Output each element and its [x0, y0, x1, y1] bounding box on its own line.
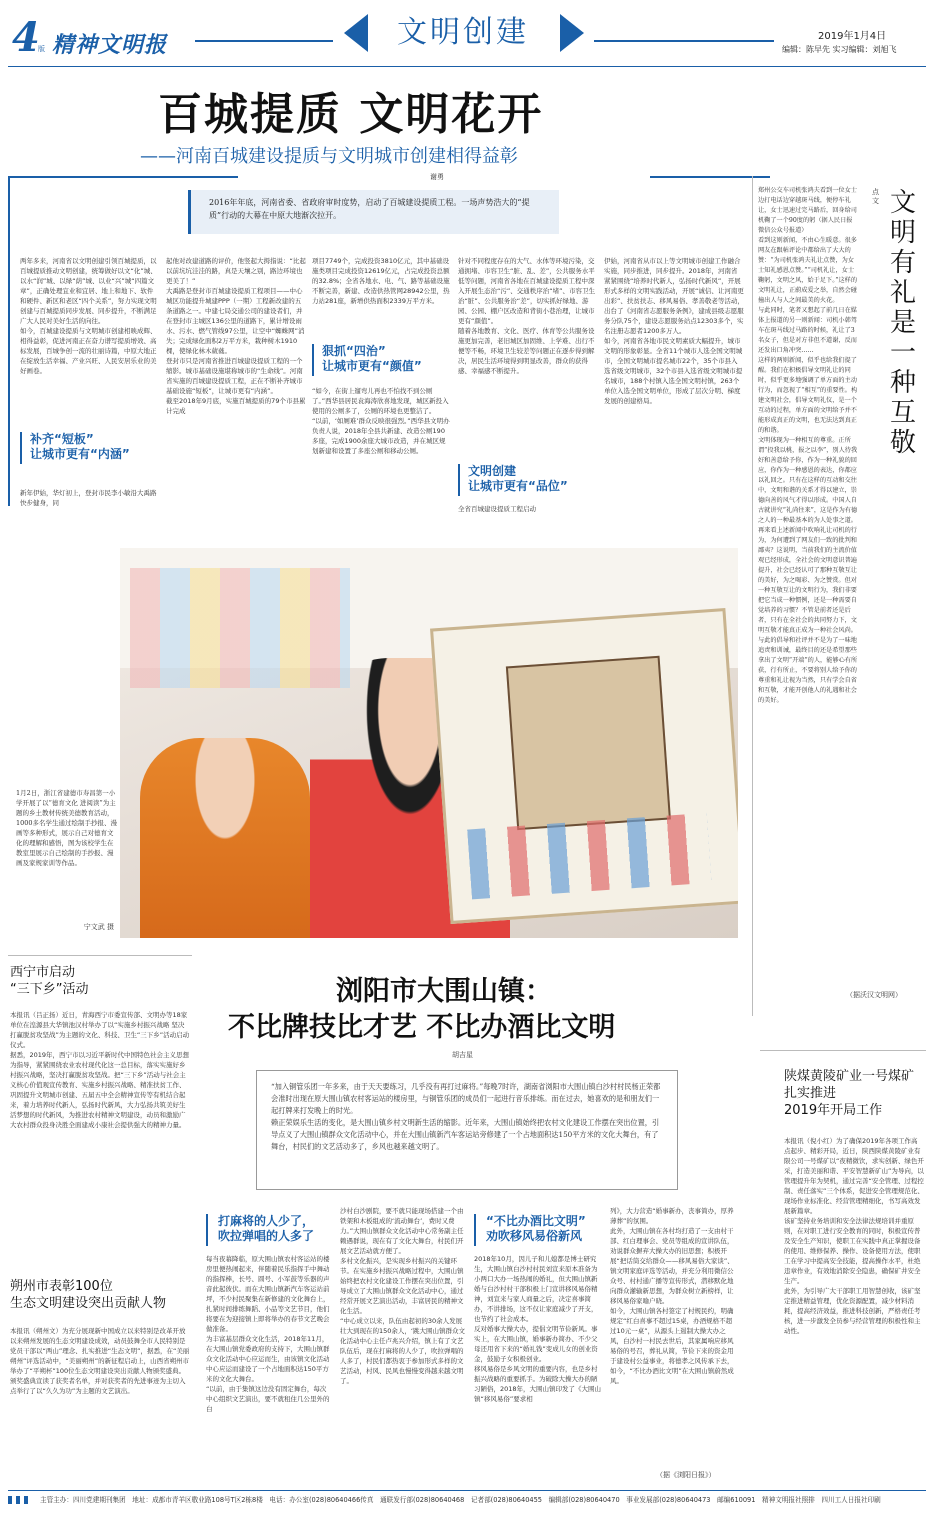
- brief-shuozhou-text: 本报讯（朔州文）为充分展现新中国成立以来特别是改革开放以来朔州发展的生态文明建设成效，动员鼓舞全市人民特别是党员干部以“两山”理念、扎实推进“生态文明”，据悉，在“美丽朔州”评选活动中，“美丽朔州”的新征程启动上，山西省朔州市举办了“平朔杯”100位生态文明建设突出贡献人物颁奖盛典。 颁奖盛典宣读了获奖者名单，并对获奖者的先进事迹为主切入点举行了以“久久为功”为主题的文艺演出。: [10, 1327, 190, 1395]
- lead-col4-subhead-box: [458, 462, 596, 500]
- feature-col1-text: 每当夜幕降临，原大围山镇农村客运站的楼房里便热闹起来，伴随着民乐指挥手中舞动的指挥棒，长号、圆号、小军鼓等乐器的声音此起彼伏。而在大围山镇新汽车客运站前坪，不少村民聚集在新修建的文化舞台上，扎紧时间排练舞蹈、小品等文艺节目，他们将要在为迎接镇上即将举办的春节文艺晚会做准备。 为丰富基层群众文化生活，2018年11月，在大围山镇党委政府的支持下，大围山镇群众文化活动中心应运而生，由该镇文化活动中心应运而建设了一个占地面积达150平方米的文化大舞台。 “以前，由于集镇这边没有固定舞台，每次中心组织文艺演出，要不就租住几公里外的白: [206, 1255, 330, 1413]
- subhead-bar: [20, 432, 22, 464]
- photo-wall-drawings: [130, 568, 350, 688]
- left-arrow-ornament: [340, 12, 370, 54]
- essay-divider: [752, 176, 753, 1016]
- feature-sub1-box: [206, 1212, 340, 1250]
- right-brief-divider: [760, 1050, 926, 1051]
- masthead-rule: [8, 66, 926, 67]
- subhead-bar: [206, 1214, 208, 1246]
- lead-col3-text: 项目7749个，完成投资3810亿元，其中基础设施类项目完成投资12619亿元，占完成投资总额的32.8%；全省各地水、电、气、路等基础设施不断完善，新建、改造供热管网28942公里，热力站281座，新增供热面积2339万平方米。: [312, 257, 450, 305]
- feature-intro-frame: [256, 1070, 678, 1190]
- subhead-bar: [474, 1214, 476, 1246]
- page-number: 4: [12, 14, 40, 61]
- masthead: [0, 0, 934, 70]
- lead-col1-text: 两年多来，河南省以文明创建引领百城提质，以百城提质推动文明创建，统筹做好以文“化”城、以水“润”城、以绿“荫”城、以业“兴”城“四篇文章”，正确处理宜业和宜居、地上和地下、软件和硬件、新区和老区“四个关系”，努力实现文明创建与百城提质同步发展、同步提升，不断满足广大人民对美好生活的向往。 如今，百城建设提质与文明城市创建相映成辉、相得益彰，促进河南正在奋力谱写提质增效、高标发展，百城争创一流的壮丽诗篇，中原大地正在绽放生活幸福、产业兴旺、人民安居乐业的美好画卷。: [20, 257, 157, 375]
- footer-rule: [8, 1490, 926, 1491]
- feature-col2-text: 沙村白沙剧院，要不就只能现场搭建一个由铁架和木板组成的‘流动舞台’，费时又费力。”大围山镇群众文化活动中心常务副主任赖遇群说，现在有了文化大舞台，村民们开展文艺活动就方便了。 多村文化振兴，是实现乡村振兴的关键环节。在实施乡村振兴战略过程中，大围山镇始终把农村文化建设工作摆在突出位置，引导成立了大围山镇群众文化活动中心，通过经常开展文艺演出活动，丰富居民的精神文化生活。 “中心成立以来，队伍由起初的30余人发展壮大到现在的150余人，‘跳大围山镇群众文化活动中心主任卢兆兴介绍，镇上有了文艺队伍后，现在打麻将的人少了，吹拉弹唱的人多了，村民们都热衷于参加形式多样的文艺活动，村风、民风也慢慢变得越来越文明了。: [340, 1207, 465, 1385]
- lead-col4-text2: 全省百城建设提质工程启动: [458, 505, 536, 513]
- feature-col3-text: 2018年10月，因儿子和儿媳都是博士研究生，大围山镇白沙村村民刘宣来原本准备为小两口大办一场热闹的婚礼，但大围山镇新婚与白沙村村干部积极上门宣讲移风易俗精神，刘宣来与家人商量之后，决定喜事简办，不讲排场，这不仅让家庭减少了开支，也节约了社会成本。 反对婚事大操大办，提倡文明节俭新风。事实上，在大围山镇，婚事新办简办、不少父母还用省下来的“婚礼钱”变成儿女的创业资金，鼓励子女积极创业。 移风易俗是乡风文明的重要内容，也是乡村振兴战略的重要抓手。为破除大操大办的陋习陋俗，2018年，大围山镇印发了《大围山镇“移风易俗”要求相: [474, 1255, 602, 1403]
- masthead-line-right: [594, 40, 774, 42]
- photo-drawing-figures: [467, 813, 711, 900]
- news-photo: [120, 548, 738, 938]
- feature-sub1: 打麻将的人少了， 吹拉弹唱的人多了: [218, 1214, 315, 1243]
- photo-drawing-paper: [430, 608, 738, 924]
- lead-col3-text2: “如今，在街上遛弯儿再也不怕找不到公厕了。”西华县居民袁海涛欣喜地发现，城区新投入使用的公厕多了，公厕的环境也更整洁了。 “以前，‘如厕难’群众反映很强烈。”西华县文明办负责人说，2018年全县共新建、改造公厕190多座，完成1900余座大城市改造，并在城区规划新建和设置了多座公厕和移动公厕。: [312, 387, 450, 455]
- lead-col4-text: 针对不同程度存在的大气、水体等环境污染，交通拥堵、市容卫生“脏、乱、差”，公共服务水平低等问题，河南省各地在百城建设提质工程中深入开展生态治“污”、交通秩序治“堵”、市容卫生治“脏”、公共服务治“差”，切实抓好绿地、游园、公园、棚户区改造和背街小巷治理，让城市更有“颜值”。 随着各地教育、文化、医疗、体育等公共服务设施更加完善，老旧城区加固维、上学难、出行不便等不畅，环境卫生较差等问题正在逐步得到解决，居民生活环境得到明显改善，群众的获得感、幸福感不断提升。: [458, 257, 595, 375]
- feature-col4-text: 列》，大力营造“婚事新办，丧事简办，厚养薄葬”的氛围。 此外，大围山镇在各村均打造了一支由村干部、红白理事会、党员等组成的宣讲队伍，劝说群众摒弃大操大办的旧思想；积极开展“把话筒交给群众——移风易俗大家谈”、镇文明家庭评选等活动，并充分利用微信公众号、村村通广播等宣传形式，潜移默化地向群众灌输新思想，为群众树立新榜样，让移风易俗家喻户晓。 如今，大围山镇各村签定了村规民约，明确规定“红白喜事不超过15桌，办酒规格不超过10元一桌”，从源头上遏制大操大办之风，白沙村一村民去世后，其家属响应移风易俗的号召，葬礼从简，节俭下来的资金用于建设村公益事业，将德孝之风传承下去，如今，“不比办酒比文明”在大围山镇蔚然成风。: [610, 1207, 734, 1385]
- photo-drawing-building: [506, 656, 671, 830]
- subhead-bar: [312, 344, 314, 376]
- subhead-bar: [458, 464, 460, 496]
- frame-left-line: [8, 176, 10, 506]
- brief-shuozhou-title: 朔州市表彰100位 生态文明建设突出贡献人物: [10, 1279, 167, 1311]
- right-arrow-ornament: [558, 12, 588, 54]
- lead-intro-box: [188, 190, 559, 234]
- section-title: 文明创建: [397, 15, 529, 50]
- essay-source: （据沃汉文明网）: [846, 991, 902, 999]
- editors-line: 编辑：陈早先 实习编辑：刘旭飞: [782, 45, 897, 54]
- feature-intro: “加入铜管乐团一年多来，由于天天要练习，几乎没有再打过麻将。”每晚7时许，湖南省浏阳市大围山镇白沙村村民杨正荣都会准时出现在原大围山镇农村客运站的楼房里，与铜管乐团的成员们一起进行音乐排练。而在过去，她喜欢的是和朋友们一起打牌来打发晚上的时光。 赖正荣娱乐生活的变化，是大围山镇乡村文明新生活的缩影。近年来，大围山镇始终把农村文化建设工作摆在突出位置，引导点义了大围山镇群众文化活动中心，并在大围山镇新汽车客运站旁修建了一个占地面积达150平方米的文化大舞台，有了舞台，村民们的文艺活动多了，乡风也越来越文明了。: [271, 1082, 661, 1151]
- lead-col1-subhead-box: [20, 430, 158, 470]
- lead-col1-subhead: 补齐“短板” 让城市更有“内涵”: [30, 432, 130, 461]
- page-tag: 版: [38, 45, 45, 53]
- lead-intro: 2016年年底，河南省委、省政府审时度势，启动了百城建设提质工程。一场声势浩大的“提质”行动的大幕在中原大地渐次拉开。: [209, 198, 530, 220]
- issue-date: 2019年1月4日: [818, 31, 887, 42]
- photo-child-left: [140, 738, 310, 938]
- lead-col2-text: 起他对改建道路的评价，他竖起大拇指说：“比起以前坑坑洼洼的路，真是天壤之别，路边环境也更美了！” 大禹路是登封市百城建设提质工程项目——中心城区功能提升城建PPP（一期）工程新改建的五条道路之一。中建七局交通公司的建设者们，并在登封市主城区136公里的道路下，累计增设雨水、污水、燃气管线97公里，让空中“蜘蛛网”消失；完成绿化面积2万平方米，栽种树木1910棵，使绿化林木葳蕤。 登封市只是河南省推进百城建设提质工程的一个缩影。城市基础设施堪称城市的“生命线”。河南省实施的百城建设提质工程，正在不断补齐城市基础设施“短板”，让城市更有“内涵”。 截至2018年9月底，实施百城提质的79个市县累计完成: [166, 257, 306, 415]
- photo-caption: 1月2日，浙江省建德市寿昌第一小学开展了以“德育文化 进阅读”为主题的乡土教材传统美德教育活动，1000多名学生通过绘制手抄报、漫画等多种形式，展示自己对德育文化的理解和感悟，图为该校学生在教室里展示自己绘制的手抄报、漫画及家规家训等作品。: [16, 789, 118, 867]
- photo-caption-box: [16, 788, 118, 938]
- lead-col3-subhead-box: [312, 342, 450, 380]
- lead-col1-text2: 新年伊始，华灯初上，登封市民李小敏沿大禹路快步健身，同: [20, 489, 157, 507]
- feature-sub2-box: [474, 1212, 614, 1250]
- photo-credit: 宁文武 摄: [83, 923, 114, 931]
- brief-shanxi-title: 陕煤黄陵矿业一号煤矿 扎实推进 2019年开局工作: [784, 1069, 915, 1118]
- brief-xining-text: 本报讯（吕正扬）近日，青海西宁市委宣传部、文明办等18家单位在湟源县大华镇池汉村举办了以“实施乡村振兴战略 坚决打赢脱贫攻坚战”为主题的文化、科技、卫生“三下乡”活动启动仪式。 据悉，2019年，西宁市以习近平新时代中国特色社会主义思想为指导，紧紧围绕农业农村现代化这一总目标，落实实施好乡村振兴战略，坚决打赢脱贫攻坚战。把“三下乡”活动与社会主义核心价值观宣传教育、实施乡村振兴战略、精准扶贫工作、巩固提升文明城市创建、五届五中全会精神宣传等有机结合起来，着力培养时代新人，弘扬时代新风，大力弘扬共筑美好生活梦想的时代新风，为推进农村精神文明建设，动员和激励广大农村群众投身决胜全面建成小康社会提供强大的精神力量。: [10, 1011, 190, 1129]
- footer-info: 主管主办：四川党建期刊集团 地址：成都市青羊区敬业路108号T区2栋8楼 电话：办公室(028)80640466传真 通联发行部(028)80640468 记者部(028)80640455 编辑部(028)80640470 事业发展部(028)80640473 邮编610091 精神文明报社照排 四川工人日报社印刷: [40, 1496, 881, 1504]
- frame-top-line: [8, 176, 238, 178]
- feature-sub2: “不比办酒比文明” 劝吹移风易俗新风: [486, 1214, 586, 1243]
- essay-tag: 点文: [872, 188, 879, 205]
- essay-title: 文明有礼是一种互敬: [890, 188, 917, 458]
- lead-col5-text: 伊始，河南省从市以上等文明城市创建工作融合实施，同步推进，同步提升。2018年，河南省紧紧围绕“培养时代新人，弘扬时代新风”，开展形式多样的文明实践活动，开展“诚信、让河南更出彩”、扶贫扶志、移风易俗、孝善敬老等活动，出台了《河南省志愿服务条例》，建成县级志愿服务分队75个，建设志愿服务站点12303多个，实名注册志愿者1200多万人。 如今，河南省各地市民文明素质大幅提升，城市文明的形象彰显。全省11个城市人选全国文明城市，全国文明城市提名城市22个，35个市县入选省级文明城市，32个市县入选省级文明城市提名城市，188个村镇入选全国文明村镇，263个单位入选全国文明单位，形成了层次分明、梯度发展的创建格局。: [604, 257, 744, 405]
- lead-col4-subhead: 文明创建 让城市更有“品位”: [468, 464, 568, 493]
- feature-headline-1: 浏阳市大围山镇：: [336, 976, 552, 1007]
- lead-headline: 百城提质 文明花开: [158, 89, 544, 140]
- left-briefs-divider: [8, 955, 192, 956]
- footer-dots: [8, 1496, 32, 1504]
- lead-author: 谢勇: [430, 173, 444, 181]
- feature-author: 胡吉星: [452, 1051, 473, 1059]
- essay-text: 郑州公交车司机张鸿夫看到一位女士边打电话边穿越斑马线，便停车礼让，女士迅速过完马路后，回身给司机鞠了一个90度的躬（据人民日报微信公众号报道） 看到这则新闻，不由心生暖意。很多网友在跟帖评论中都给出了大大的赞：“为司机张鸿夫礼让点赞，为女士知礼感恩点赞。”“司机礼让，女士鞠躬，文明之风，始于足下。”这样的文明礼让，正蔚成爱之举，自然会碰撞出人与人之间最美的火花。 与此同时，笔者又想起了前几日在媒体上报道的另一则新闻：司机小韩驾车在斑马线过马路的时候，礼让了3名女子，但是对方非但不道谢，反而还发出口角冲突…… 这样的两则新闻，似乎也给我们提了醒。我们在积极倡导文明礼让的同时，似乎更多地强调了单方面的主动行为，而忽视了“相互”的重要性。构建文明社会，倡导文明礼仪，是一个互动的过程，单方面的文明给予并不能形成真正的文明，也无法达到真正的和谐。 文明体现为一种相互的尊重。正所谓“投我以桃，报之以李”，别人待我好和善意给予你，作为一种礼貌的回应，你作为一种感恩的表达，你都应以礼回之。只有在这样的互动和交往中，文明和谐的关系才得以建立，崇德向善的风气才得以形成。中国人自古就讲究“礼尚往来”，这是作为有德之人的一种最基本的为人处事之道。 再来看上述新闻中吹响礼让司机的行为，为何遭到了网友们一致的批判和鄙夷？这说明，当前我们的主流价值观已经形成，全社会的文明意识普遍提升，社会已经认可了那种互敬互让的美好，为之喝彩、为之赞赏。但对一种互敬互让的文明行为，我们非要把它当成一种惯例，还是一种需要自觉培养的习惯？不管是前者还是后者，只有在全社会的共同努力下，文明互敬才能真正成为一种社会风尚。 与此的倡导和社评并不是为了一味地追责和训诫，最终目的还是希望那些拿出了文明“开端”的人，能够心有所获，行有所止，不要将别人给予你的尊重和礼让视为当然，只有学会自省和互敬，才能开创他人的礼遇和社会的美好。: [758, 187, 858, 704]
- feature-headline-2: 不比牌技比才艺 不比办酒比文明: [228, 1012, 616, 1043]
- lead-subheadline: ——河南百城建设提质与文明城市创建相得益彰: [140, 146, 518, 167]
- paper-name: 精神文明报: [52, 32, 168, 58]
- feature-source: （据《浏阳日报》）: [656, 1471, 716, 1479]
- masthead-line-left: [195, 40, 333, 42]
- lead-col3-subhead: 狠抓“四治” 让城市更有“颜值”: [322, 344, 422, 373]
- brief-xining-title: 西宁市启动 “三下乡”活动: [10, 965, 89, 997]
- brief-shanxi-text: 本报讯（倪小红）为了确保2019年各项工作高点起步、精彩开局，近日，陕西陕煤黄陵矿业有限公司一号煤矿以“夜精微饮，求实创新、绿色开采，打造美丽和谐、平安智慧新矿山”为导向，以管理提升年为契机，通过完善“安全管理、过程控制、责任落实”三个体系，促进安全管理规范化、现场作业标准化、经营管理精细化，书写高效发展新篇章。 该矿坚持业务培训和安全法律法规培训并重原则，在对职工进行安全教育的同时，积极宣传普及安全生产知识，使职工在实践中真正掌握设备的使用、维修保养、操作、设备使用方法，使职工在学习中提高安全技能，提高操作水平，杜绝违章作业，有效地消除安全隐患，确保矿井安全生产。 此外，为引导广大干部职工用智慧创收，该矿坚定推进精益管理，优化资源配置，减少材料消耗，提高经济效益，推进科技创新，严格责任考核，进一步激发全员参与经营管理的积极性和主动性。: [784, 1137, 924, 1335]
